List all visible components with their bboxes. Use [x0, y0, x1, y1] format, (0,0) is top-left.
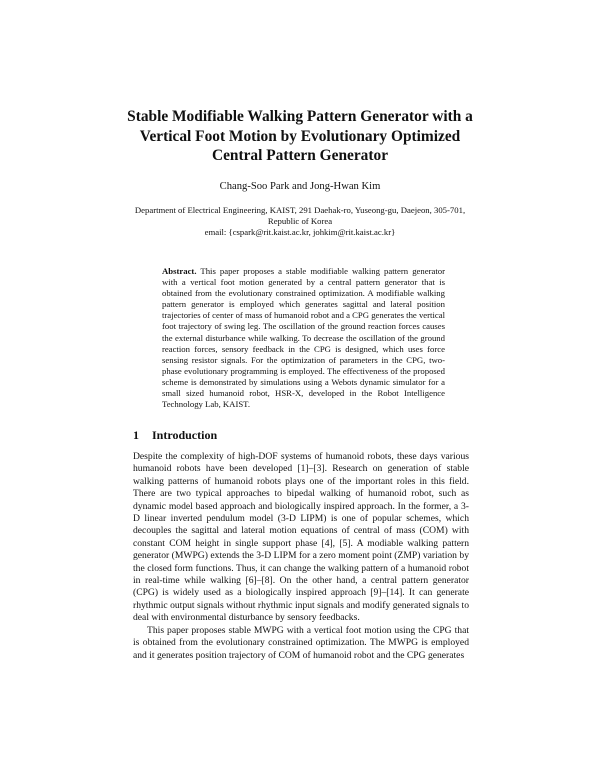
affiliation	[120, 205, 480, 239]
body-paragraph: Despite the complexity of high-DOF systems of humanoid robots, these days various humanoid robots have been developed [1]–[3]. Research on generation of stable walking patterns of humanoid robots plays one of the important roles in this field. There are two typical approaches to bipedal walking of humanoid robot, such as dynamic model based approach and biologically inspired approach. In the former, a 3-D linear inverted pendulum model (3-D LIPM) is one of popular schemes, which decouples the sagittal and lateral motion equations of central of mass (COM) with constant COM height in single support phase [4], [5]. A modiable walking pattern generator (MWPG) extends the 3-D LIPM for a zero moment point (ZMP) variation by the closed form functions. Thus, it can change the walking pattern of a humanoid robot in real-time while walking [6]–[8]. On the other hand, a central pattern generator (CPG) is widely used as a biologically inspired approach [9]–[14]. It can generate rhythmic output signals without rhythmic input signals and modify generated signals to deal with environmental disturbance by sensory feedbacks.	[133, 451, 469, 624]
email-line: email: {cspark@rit.kaist.ac.kr, johkim@rit.kaist.ac.kr}	[204, 227, 396, 238]
title-line: Vertical Foot Motion by Evolutionary Optimized	[139, 127, 461, 145]
title-line: Central Pattern Generator	[211, 147, 389, 164]
title-line: Stable Modifiable Walking Pattern Generator with a	[127, 108, 473, 125]
authors: Chang-Soo Park and Jong-Hwan Kim	[219, 181, 381, 192]
section-title: Introduction	[152, 428, 218, 442]
section-number: 1	[133, 428, 139, 442]
section-heading	[133, 428, 473, 442]
section-body	[133, 451, 469, 662]
abstract-label: Abstract.	[162, 266, 197, 276]
abstract-text: This paper proposes a stable modifiable walking pattern generator with a vertical foot motion generated by a central pattern generator that is obtained from the evolutionary constrained optimization. A modifiable walking pattern generator is employed which generates sagittal and lateral position trajectories of center of mass of humanoid robot and a CPG generates the vertical foot trajectory of swing leg. The oscillation of the ground reaction forces causes the external disturbance while walking. To decrease the oscillation of the ground reaction forces, sensory feedback in the CPG is designed, which uses force sensing resistor signals. For the optimization of parameters in the CPG, two-phase evolutionary programming is employed. The effectiveness of the proposed scheme is demonstrated by simulations using a Webots dynamic simulator for a small sized humanoid robot, HSR-X, developed in the Robot Intelligence Technology Lab, KAIST.	[162, 266, 445, 410]
affiliation-line: Department of Electrical Engineering, KAIST, 291 Daehak-ro, Yuseong-gu, Daejeon, 305-701,	[134, 205, 466, 215]
body-paragraph: This paper proposes stable MWPG with a vertical foot motion using the CPG that is obtained from the evolutionary constrained optimization. The MWPG is employed and it generates position trajectory of COM of humanoid robot and the CPG generates	[133, 624, 469, 661]
affiliation-line: Republic of Korea	[267, 216, 333, 227]
paper-title	[100, 107, 500, 166]
abstract	[162, 266, 445, 410]
